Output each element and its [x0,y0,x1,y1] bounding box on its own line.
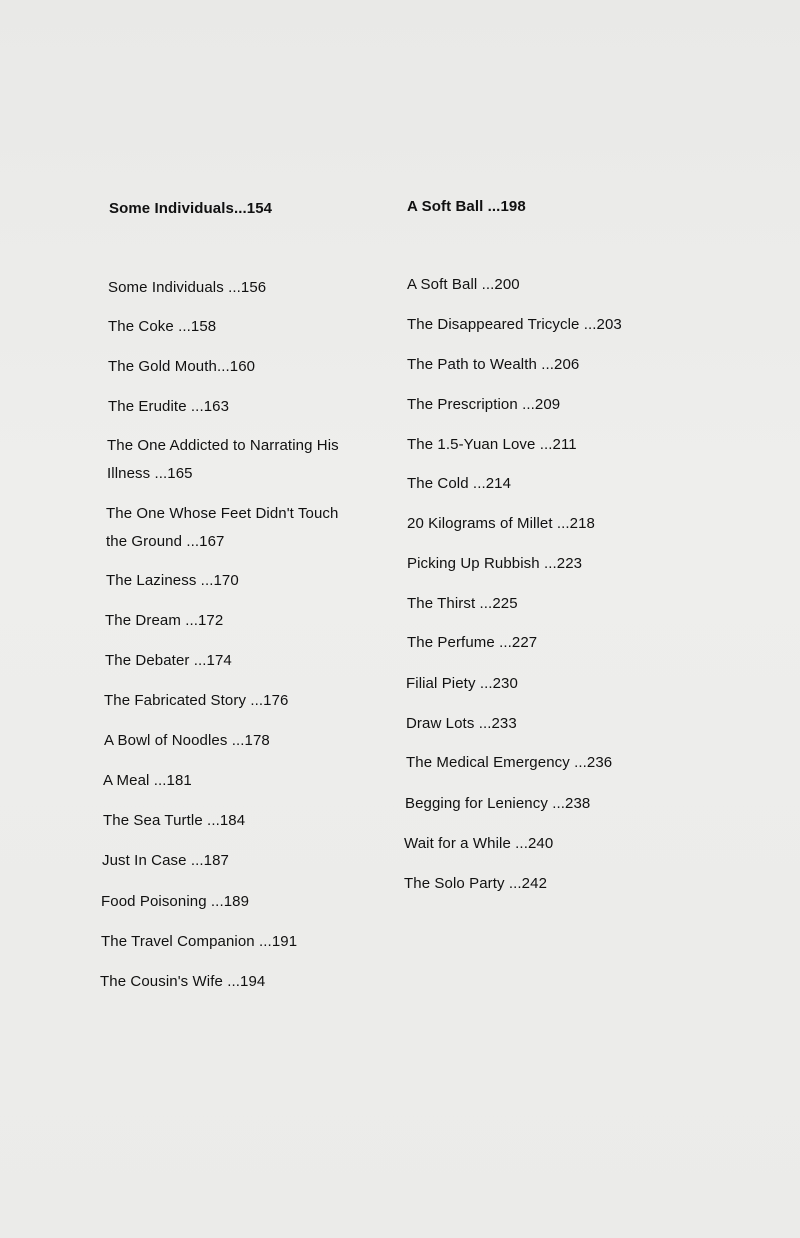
toc-entry: The Fabricated Story ...176 [104,692,289,709]
toc-entry: The Travel Companion ...191 [101,933,298,950]
toc-entry: The Laziness ...170 [106,572,239,589]
toc-entry: Some Individuals ...156 [108,279,267,296]
toc-entry: The Thirst ...225 [407,595,518,612]
toc-entry: Begging for Leniency ...238 [405,795,591,812]
toc-entry: The Gold Mouth...160 [108,358,256,375]
toc-entry: A Soft Ball ...200 [407,276,520,293]
left-section-heading: Some Individuals...154 [109,200,273,217]
toc-entry-continuation: the Ground ...167 [106,533,225,550]
toc-entry: The Cold ...214 [407,475,512,492]
toc-entry: The Disappeared Tricycle ...203 [407,316,622,333]
toc-entry: A Meal ...181 [103,772,192,789]
toc-entry: A Bowl of Noodles ...178 [104,732,270,749]
toc-entry: The Cousin's Wife ...194 [100,973,266,990]
toc-entry-continuation: Illness ...165 [107,465,193,482]
toc-entry: 20 Kilograms of Millet ...218 [407,515,595,532]
toc-entry: Just In Case ...187 [102,852,229,869]
toc-entry: Draw Lots ...233 [406,715,517,732]
toc-entry: Filial Piety ...230 [406,675,518,692]
toc-entry: The Prescription ...209 [407,396,561,413]
toc-entry: The One Whose Feet Didn't Touch [106,505,339,522]
right-section-heading: A Soft Ball ...198 [407,198,526,215]
toc-entry: The Sea Turtle ...184 [103,812,246,829]
toc-entry: The 1.5-Yuan Love ...211 [407,436,577,453]
toc-entry: The Coke ...158 [108,318,217,335]
toc-entry: The Debater ...174 [105,652,232,669]
toc-entry: The Perfume ...227 [407,634,538,651]
toc-entry: The Path to Wealth ...206 [407,356,580,373]
toc-entry: Food Poisoning ...189 [101,893,250,910]
toc-entry: The One Addicted to Narrating His [107,437,339,454]
toc-entry: Wait for a While ...240 [404,835,554,852]
toc-entry: Picking Up Rubbish ...223 [407,555,583,572]
toc-entry: The Medical Emergency ...236 [406,754,613,771]
toc-entry: The Dream ...172 [105,612,224,629]
toc-entry: The Solo Party ...242 [404,875,548,892]
toc-entry: The Erudite ...163 [108,398,230,415]
